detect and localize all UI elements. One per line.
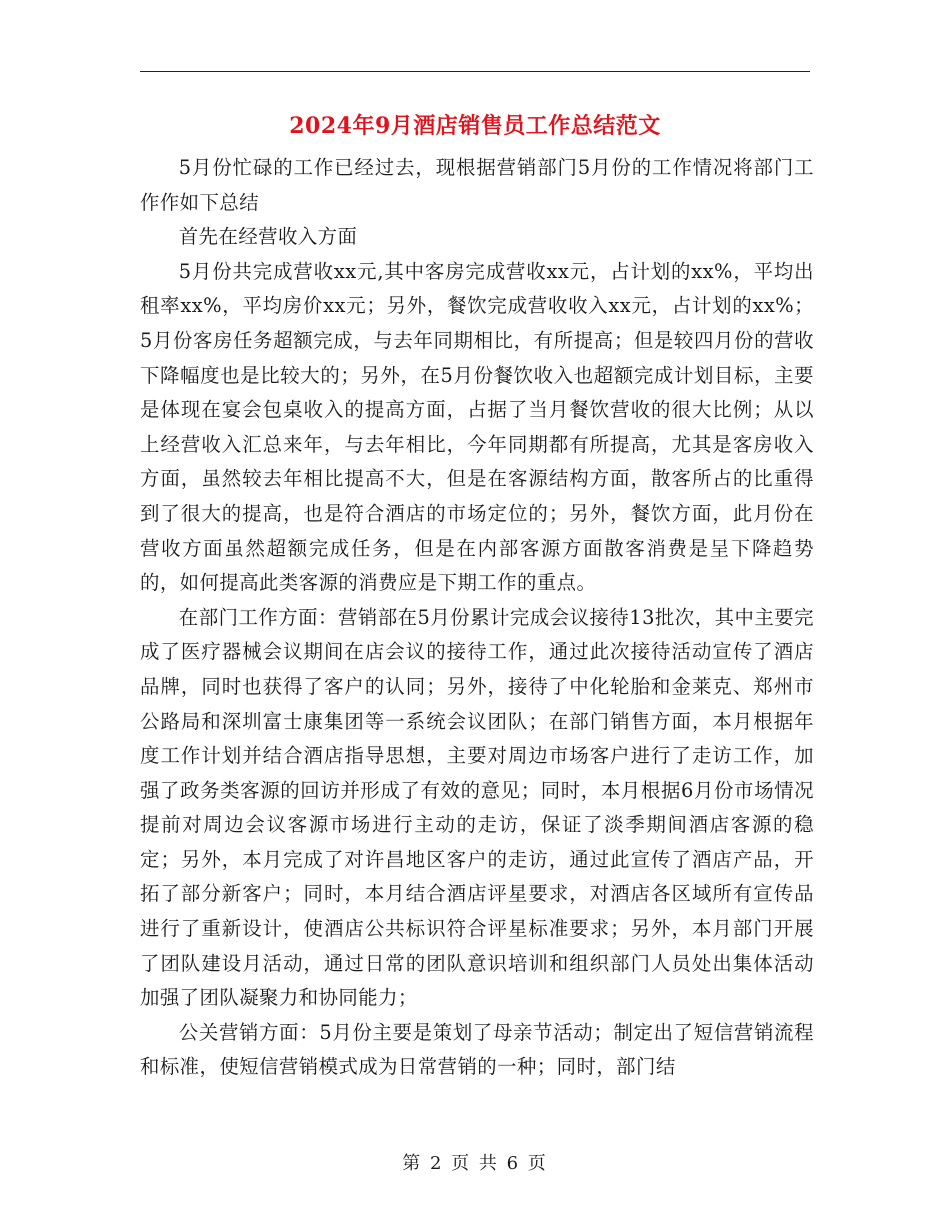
paragraph-revenue-details: 5月份共完成营收xx元,其中客房完成营收xx元，占计划的xx%，平均出租率xx%，平均房价xx元；另外，餐饮完成营收收入xx元，占计划的xx%；5月份客房任务超额完成，与去年同期相比，有所提高；但是较四月份的营收下降幅度也是比较大的；另外，在5月份餐饮收入也超额完成计划目标，主要是体现在宴会包桌收入的提高方面，占据了当月餐饮营收的很大比例；从以上经营收入汇总来年，与去年相比，今年同期都有所提高，尤其是客房收入方面，虽然较去年相比提高不大，但是在客源结构方面，散客所占的比重得到了很大的提高，也是符合酒店的市场定位的；另外，餐饮方面，此月份在营收方面虽然超额完成任务，但是在内部客源方面散客消费是呈下降趋势的，如何提高此类客源的消费应是下期工作的重点。 — [140, 259, 814, 595]
page-number-footer: 第 2 页 共 6 页 — [402, 1153, 548, 1174]
paragraph-revenue-heading: 首先在经营收入方面 — [178, 225, 358, 249]
document-body — [140, 151, 814, 1085]
document-title: 2024年9月酒店销售员工作总结范文 — [289, 113, 661, 139]
paragraph-department-work: 在部门工作方面：营销部在5月份累计完成会议接待13批次，其中主要完成了医疗器械会议期间在店会议的接待工作，通过此次接待活动宣传了酒店品牌，同时也获得了客户的认同；另外，接待了中化轮胎和金莱克、郑州市公路局和深圳富士康集团等一系统会议团队；在部门销售方面，本月根据年度工作计划并结合酒店指导思想，主要对周边市场客户进行了走访工作，加强了政务类客源的回访并形成了有效的意见；同时，本月根据6月份市场情况提前对周边会议客源市场进行主动的走访，保证了淡季期间酒店客源的稳定；另外，本月完成了对许昌地区客户的走访，通过此宣传了酒店产品，开拓了部分新客户；同时，本月结合酒店评星要求，对酒店各区域所有宣传品进行了重新设计，使酒店公共标识符合评星标准要求；另外，本月部门开展了团队建设月活动，通过日常的团队意识培训和组织部门人员处出集体活动加强了团队凝聚力和协同能力； — [140, 605, 814, 1010]
header-rule — [140, 71, 810, 72]
paragraph-intro: 5月份忙碌的工作已经过去，现根据营销部门5月份的工作情况将部门工作作如下总结 — [140, 156, 814, 214]
paragraph-pr-marketing: 公关营销方面：5月份主要是策划了母亲节活动；制定出了短信营销流程和标准，使短信营销模式成为日常营销的一种；同时，部门结 — [140, 1020, 814, 1079]
